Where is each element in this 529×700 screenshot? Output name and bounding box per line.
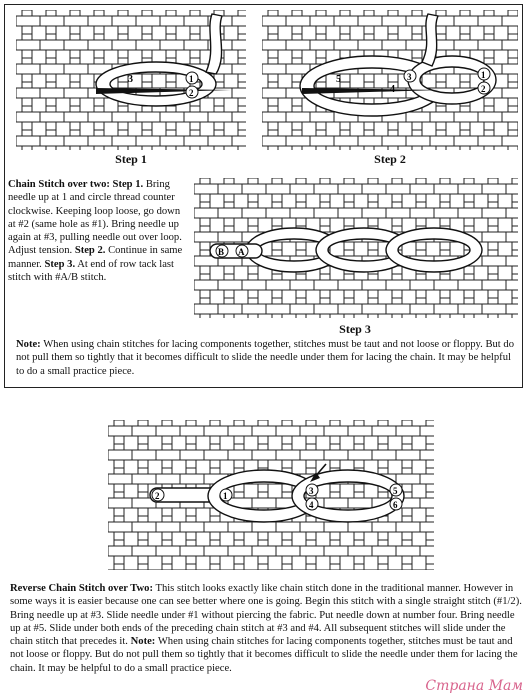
num-rev-2: 2 [155, 491, 160, 501]
step3-diagram [194, 178, 518, 318]
num-rev-6: 6 [393, 500, 398, 510]
num-s1-2: 2 [189, 88, 194, 98]
reverse-note-text: When using chain stitches for lacing components together, stitches must be taut and not loose or floppy. But do not pull them so tightly that it becomes difficult to slide the needle under them for lacing the chain. It may be helpful to do a small practice piece. [10, 636, 518, 674]
watermark-logo: Страна Мам [425, 678, 523, 694]
num-s2-1: 1 [481, 70, 486, 80]
chain-note-text: When using chain stitches for lacing components together, stitches must be taut and not loose or floppy. But do not pull them so tightly that it becomes difficult to slide the needle under them for lacing the chain. It may be helpful to do a small practice piece. [16, 339, 514, 377]
reverse-note-label: Note: [130, 636, 156, 648]
reverse-heading: Reverse Chain Stitch over Two: [10, 583, 153, 594]
num-s2-2: 2 [481, 84, 486, 94]
num-s1-1: 1 [189, 74, 194, 84]
step2-diagram [262, 10, 518, 150]
num-rev-3: 3 [309, 486, 314, 496]
num-s3-b: B [218, 247, 225, 257]
num-s3-a: A [238, 247, 245, 257]
reverse-chain-diagram [108, 420, 434, 570]
reverse-body: This stitch looks exactly like chain stitch done in the traditional manner. However in some ways it is easier because one can see better where one is going. Begin this stitch with a single straight stitch (#1/2). Bring needle up at #3. Slide needle under #1 without piercing the fabric. Put needle down at number four. Bring needle up at #5. Slide under both ends of the preceding chain stitch at #3 and #4. All subsequent stitches will slide under the chain stitch that precedes it. [10, 583, 522, 648]
num-rev-5: 5 [393, 486, 398, 496]
chain-note [16, 338, 516, 378]
num-rev-4: 4 [309, 500, 314, 510]
chain-step2-text: Continue in same manner. [8, 245, 183, 270]
num-rev-1: 1 [223, 491, 228, 501]
num-s1-3: 3 [128, 74, 133, 85]
num-s2-5: 5 [336, 74, 341, 85]
step2-caption: Step 2 [374, 152, 406, 166]
step3-caption: Step 3 [339, 322, 371, 336]
num-s2-3: 3 [407, 72, 412, 82]
chain-heading: Chain Stitch over two: Step 1. [8, 179, 144, 190]
chain-instructions [8, 178, 190, 284]
chain-step2-label: Step 2. [74, 245, 106, 257]
chain-step1-text: Bring needle up at 1 and circle thread counter clockwise. Keeping loop loose, go down at #2 (same hole as #1). Bring needle up again at #3, pulling needle out over loop. Adjust tension. [8, 179, 182, 257]
step1-diagram [16, 10, 246, 150]
chain-note-label: Note: [16, 339, 41, 350]
chain-step3-text: At end of row tack last stitch with #A/B stitch. [8, 258, 174, 284]
reverse-chain-text [10, 582, 522, 675]
chain-step3-label: Step 3. [44, 258, 76, 270]
step1-caption: Step 1 [115, 152, 147, 166]
num-s2-4: 4 [390, 84, 395, 95]
